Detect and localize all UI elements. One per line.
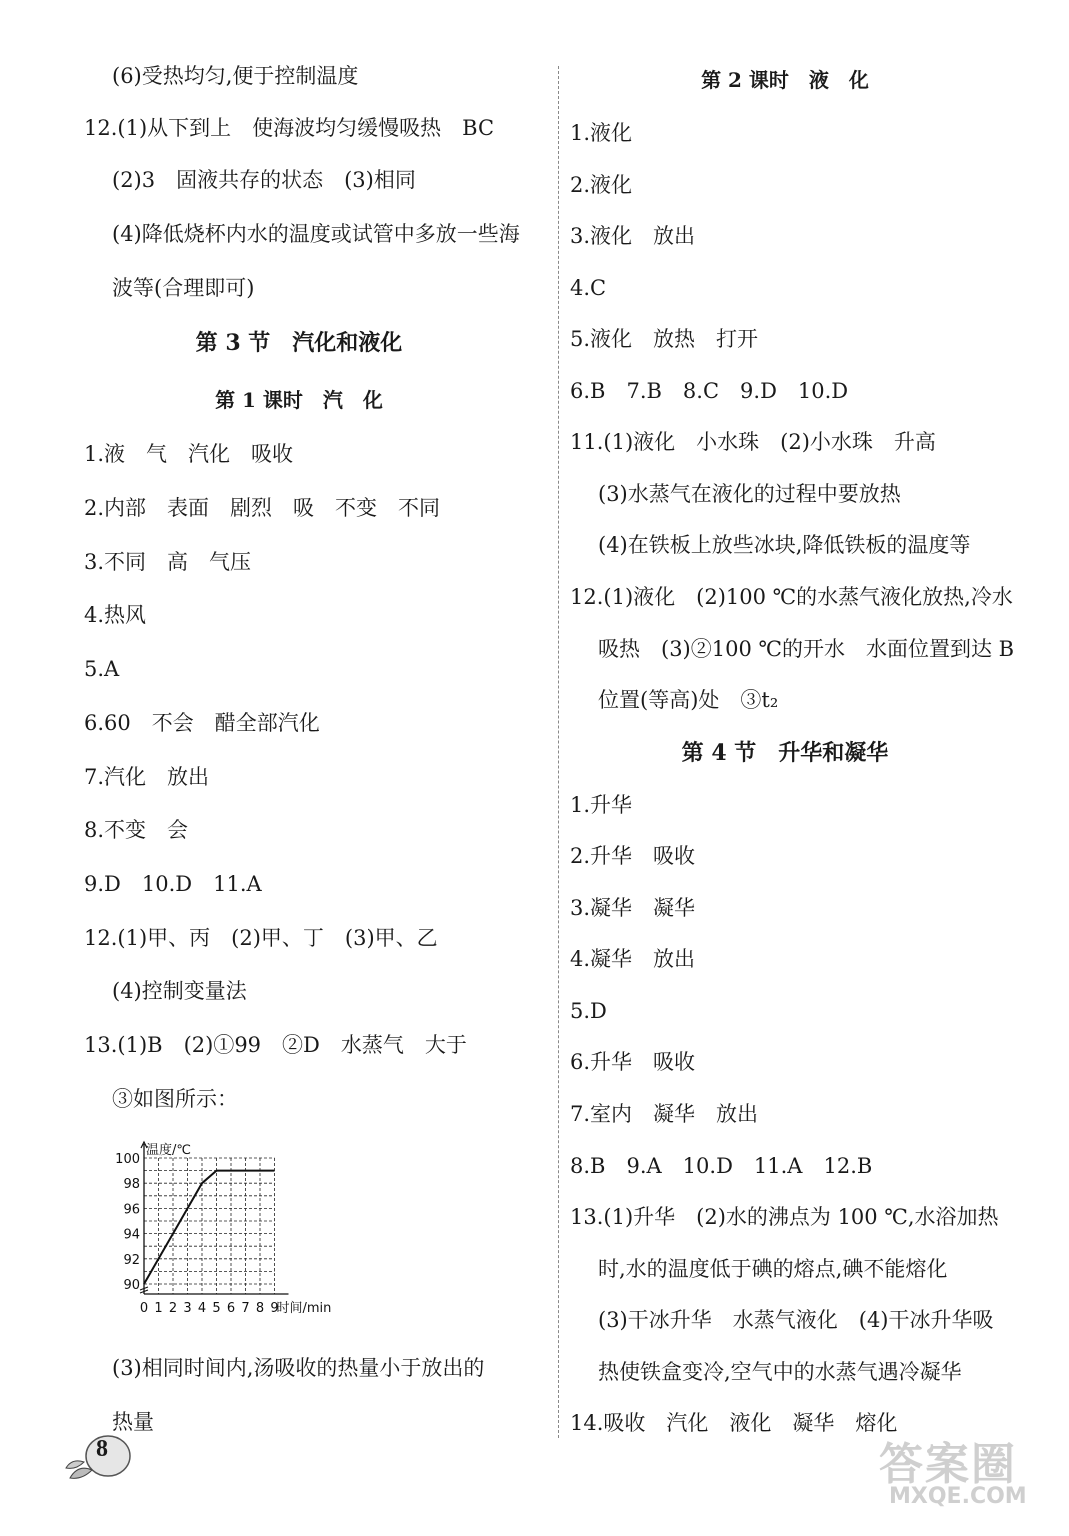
answer-line: 1.液 气 汽化 吸收 <box>84 442 294 466</box>
answer-line: ③如图所示： <box>112 1087 238 1111</box>
answer-line: 热量 <box>112 1410 154 1434</box>
answer-line: 1.液化 <box>570 121 633 145</box>
answer-line: (3)水蒸气在液化的过程中要放热 <box>598 482 901 506</box>
answer-line: 5.D <box>570 999 607 1023</box>
y-tick-label: 100 <box>115 1152 140 1167</box>
answer-line: (4)降低烧杯内水的温度或试管中多放一些海 <box>112 222 520 246</box>
y-tick-label: 96 <box>123 1202 140 1218</box>
x-tick-label: 2 <box>168 1301 178 1316</box>
answer-line: 5.A <box>84 657 120 681</box>
x-tick-label: 3 <box>183 1301 192 1316</box>
x-tick-label: 4 <box>197 1301 207 1316</box>
lesson-heading: 第 1 课时 汽 化 <box>215 388 383 412</box>
x-axis-label: 时间/min <box>276 1301 332 1316</box>
answer-line: 6.60 不会 醋全部汽化 <box>84 711 320 735</box>
answer-line: 14.吸收 汽化 液化 凝华 熔化 <box>570 1411 898 1435</box>
answer-line: 6.升华 吸收 <box>570 1050 696 1074</box>
answer-line: 13.(1)B (2)①99 ②D 水蒸气 大于 <box>84 1033 467 1057</box>
temperature-time-graph <box>110 1138 370 1328</box>
answer-line: 4.凝华 放出 <box>570 947 696 971</box>
answer-line: 波等(合理即可) <box>112 276 255 300</box>
x-tick-label: 7 <box>241 1301 250 1316</box>
answer-line: 12.(1)从下到上 使海波均匀缓慢吸热 BC <box>84 116 495 140</box>
answer-line: 4.热风 <box>84 603 147 627</box>
answer-line: 位置(等高)处 ③t₂ <box>598 688 779 712</box>
answer-line: 6.B 7.B 8.C 9.D 10.D <box>570 379 849 403</box>
answer-line: 2.液化 <box>570 173 633 197</box>
answer-line: 热使铁盒变冷,空气中的水蒸气遇冷凝华 <box>598 1360 962 1384</box>
watermark <box>879 1428 1049 1518</box>
answer-line: 12.(1)液化 (2)100 ℃的水蒸气液化放热,冷水 <box>570 585 1013 609</box>
x-tick-label: 1 <box>154 1301 163 1316</box>
y-tick-label: 98 <box>123 1177 140 1193</box>
x-tick-label: 9 <box>270 1301 279 1316</box>
y-axis-label: 温度/℃ <box>146 1143 191 1158</box>
answer-line: 7.室内 凝华 放出 <box>570 1102 759 1126</box>
answer-line: 9.D 10.D 11.A <box>84 872 262 896</box>
page-number: 8 <box>96 1436 108 1462</box>
watermark-logo-text: 答案圈 <box>879 1439 1017 1490</box>
answer-line: 2.内部 表面 剧烈 吸 不变 不同 <box>84 496 441 520</box>
answer-line: 1.升华 <box>570 793 633 817</box>
column-divider <box>558 66 559 1438</box>
x-tick-label: 0 <box>139 1301 149 1316</box>
answer-line: 时,水的温度低于碘的熔点,碘不能熔化 <box>598 1257 948 1281</box>
answer-line: 7.汽化 放出 <box>84 765 210 789</box>
x-tick-label: 6 <box>226 1301 236 1316</box>
answer-line: 8.B 9.A 10.D 11.A 12.B <box>570 1154 873 1178</box>
answer-line: 3.凝华 凝华 <box>570 896 696 920</box>
watermark-url: MXQE.COM <box>889 1484 1027 1509</box>
answer-line: 13.(1)升华 (2)水的沸点为 100 ℃,水浴加热 <box>570 1205 999 1229</box>
answer-line: 11.(1)液化 小水珠 (2)小水珠 升高 <box>570 430 936 454</box>
answer-line: 3.不同 高 气压 <box>84 550 252 574</box>
answer-line: 8.不变 会 <box>84 818 189 842</box>
x-tick-label: 5 <box>212 1301 221 1316</box>
answer-line: 4.C <box>570 276 607 300</box>
answer-line: (3)干冰升华 水蒸气液化 (4)干冰升华吸 <box>598 1308 994 1332</box>
answer-line: 2.升华 吸收 <box>570 844 696 868</box>
answer-line: 5.液化 放热 打开 <box>570 327 759 351</box>
y-tick-label: 94 <box>123 1227 140 1243</box>
section-heading: 第 4 节 升华和凝华 <box>681 740 889 766</box>
answer-line: (3)相同时间内,汤吸收的热量小于放出的 <box>112 1356 485 1380</box>
temperature-series-line <box>144 1171 275 1284</box>
answer-line: (2)3 固液共存的状态 (3)相同 <box>112 168 416 192</box>
page-number-badge <box>62 1428 142 1488</box>
answer-line: (6)受热均匀,便于控制温度 <box>112 64 359 88</box>
x-tick-label: 8 <box>255 1301 265 1316</box>
answer-line: 吸热 (3)②100 ℃的开水 水面位置到达 B <box>598 637 1015 661</box>
section-heading: 第 3 节 汽化和液化 <box>195 330 403 356</box>
lesson-heading: 第 2 课时 液 化 <box>701 68 869 92</box>
y-tick-label: 90 <box>123 1278 140 1293</box>
answer-line: 12.(1)甲、丙 (2)甲、丁 (3)甲、乙 <box>84 926 438 950</box>
answer-line: 3.液化 放出 <box>570 224 696 248</box>
answer-line: (4)在铁板上放些冰块,降低铁板的温度等 <box>598 533 971 557</box>
answer-line: (4)控制变量法 <box>112 979 247 1003</box>
y-tick-label: 92 <box>123 1252 140 1268</box>
